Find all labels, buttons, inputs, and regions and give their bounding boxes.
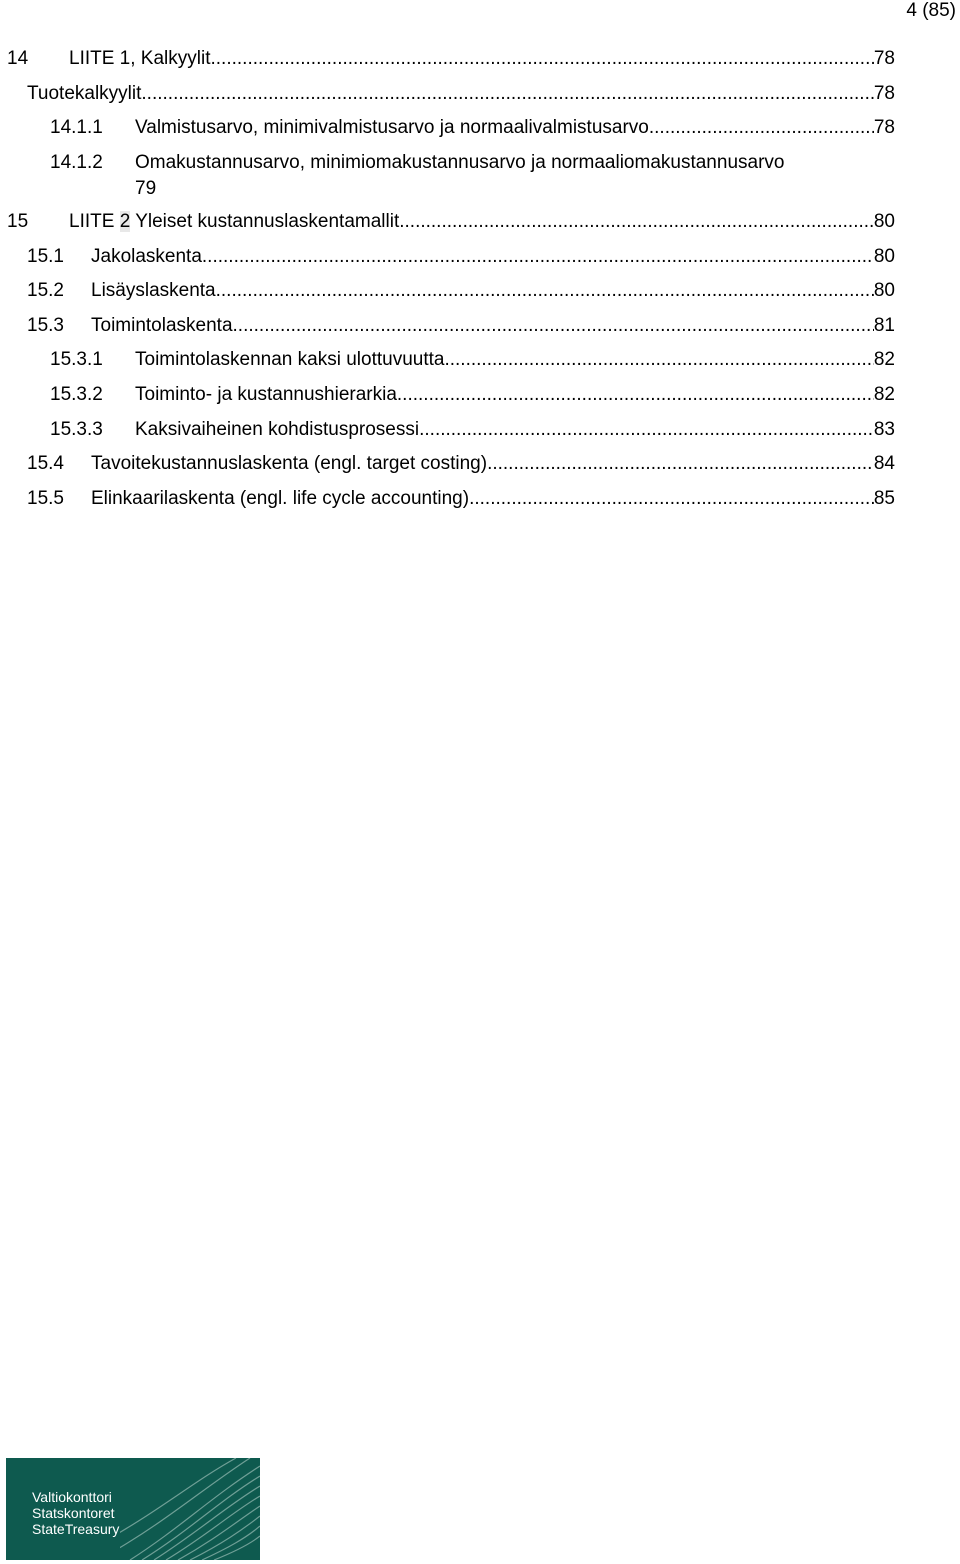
toc-entry-number: 15.2 (27, 280, 64, 301)
toc-entry-page: 80 (873, 246, 895, 267)
logo-wave-lines-icon (120, 1458, 260, 1560)
toc-entry-page: 82 (873, 384, 895, 405)
toc-entry-title: Lisäyslaskenta (91, 280, 216, 301)
toc-entry-15-3-2[interactable] (50, 380, 895, 410)
toc-entry-page: 79 (135, 178, 157, 199)
toc-entry-title: Toiminto- ja kustannushierarkia (135, 384, 397, 405)
toc-leader-dots (211, 44, 874, 74)
toc-entry-page: 84 (873, 453, 895, 474)
toc-entry-page: 78 (873, 48, 895, 69)
toc-leader-dots (419, 415, 874, 445)
toc-entry-title (69, 207, 399, 237)
toc-entry-page: 83 (873, 419, 895, 440)
toc-entry-page: 80 (873, 280, 895, 301)
toc-leader-dots (141, 79, 873, 109)
toc-entry-15-3[interactable] (27, 311, 895, 341)
toc-leader-dots (399, 207, 874, 237)
toc-entry-15-4[interactable] (27, 449, 895, 479)
toc-entry-title: Toimintolaskenta (91, 315, 233, 336)
toc-entry-15[interactable] (7, 207, 895, 237)
logo-text-line-2: Statskontoret (32, 1505, 115, 1521)
toc-leader-dots (233, 311, 874, 341)
highlighted-text: 2 (119, 211, 131, 232)
page-number: 4 (85) (906, 0, 956, 21)
toc-entry-title: Jakolaskenta (91, 246, 202, 267)
toc-entry-title: Toimintolaskennan kaksi ulottuvuutta (135, 349, 445, 370)
toc-entry-15-3-3[interactable] (50, 415, 895, 445)
toc-entry-title: Kaksivaiheinen kohdistusprosessi (135, 419, 420, 440)
toc-entry-15-3-1[interactable] (50, 345, 895, 375)
toc-entry-15-2[interactable] (27, 276, 895, 306)
valtiokonttori-logo (6, 1458, 260, 1560)
toc-entry-number: 15.3.3 (50, 419, 103, 440)
toc-entry-tuotekalkyylit[interactable] (27, 79, 895, 109)
toc-entry-title: LIITE 1, Kalkyylit (69, 48, 211, 69)
toc-entry-page: 81 (873, 315, 895, 336)
toc-entry-number: 14 (7, 48, 29, 69)
toc-leader-dots (487, 449, 874, 479)
toc-entry-title: Omakustannusarvo, minimiomakustannusarvo ja normaaliomakustannusarvo (135, 152, 785, 173)
toc-entry-14-1-1[interactable] (50, 113, 895, 143)
toc-entry-14-1-2[interactable] (50, 150, 895, 202)
toc-title-prefix: LIITE (69, 211, 120, 232)
toc-entry-number: 15.5 (27, 488, 64, 509)
toc-entry-title: Tuotekalkyylit (27, 83, 142, 104)
toc-title-suffix: Yleiset kustannuslaskentamallit (130, 211, 400, 232)
logo-text-line-3: StateTreasury (32, 1521, 120, 1537)
toc-entry-15-1[interactable] (27, 242, 895, 272)
toc-entry-number: 15.1 (27, 246, 64, 267)
toc-entry-number: 15.3.2 (50, 384, 103, 405)
toc-leader-dots (469, 484, 874, 514)
toc-leader-dots (444, 345, 873, 375)
toc-entry-number: 15.3 (27, 315, 64, 336)
toc-leader-dots (202, 242, 874, 272)
toc-entry-title: Tavoitekustannuslaskenta (engl. target costing) (91, 453, 488, 474)
toc-entry-14[interactable] (7, 44, 895, 74)
toc-leader-dots (397, 380, 874, 410)
toc-entry-page: 85 (873, 488, 895, 509)
toc-leader-dots (649, 113, 874, 143)
toc-entry-title: Elinkaarilaskenta (engl. life cycle accounting) (91, 488, 470, 509)
toc-entry-page: 78 (873, 83, 895, 104)
toc-entry-number: 14.1.2 (50, 152, 103, 173)
toc-entry-page: 82 (873, 349, 895, 370)
logo-text-line-1: Valtiokonttori (32, 1489, 112, 1505)
toc-entry-number: 15.3.1 (50, 349, 103, 370)
toc-entry-page: 80 (873, 211, 895, 232)
toc-entry-title: Valmistusarvo, minimivalmistusarvo ja normaalivalmistusarvo (135, 117, 649, 138)
toc-leader-dots (216, 276, 874, 306)
toc-entry-number: 15.4 (27, 453, 64, 474)
toc-entry-number: 15 (7, 211, 29, 232)
toc-entry-number: 14.1.1 (50, 117, 103, 138)
toc-entry-15-5[interactable] (27, 484, 895, 514)
toc-entry-page: 78 (873, 117, 895, 138)
